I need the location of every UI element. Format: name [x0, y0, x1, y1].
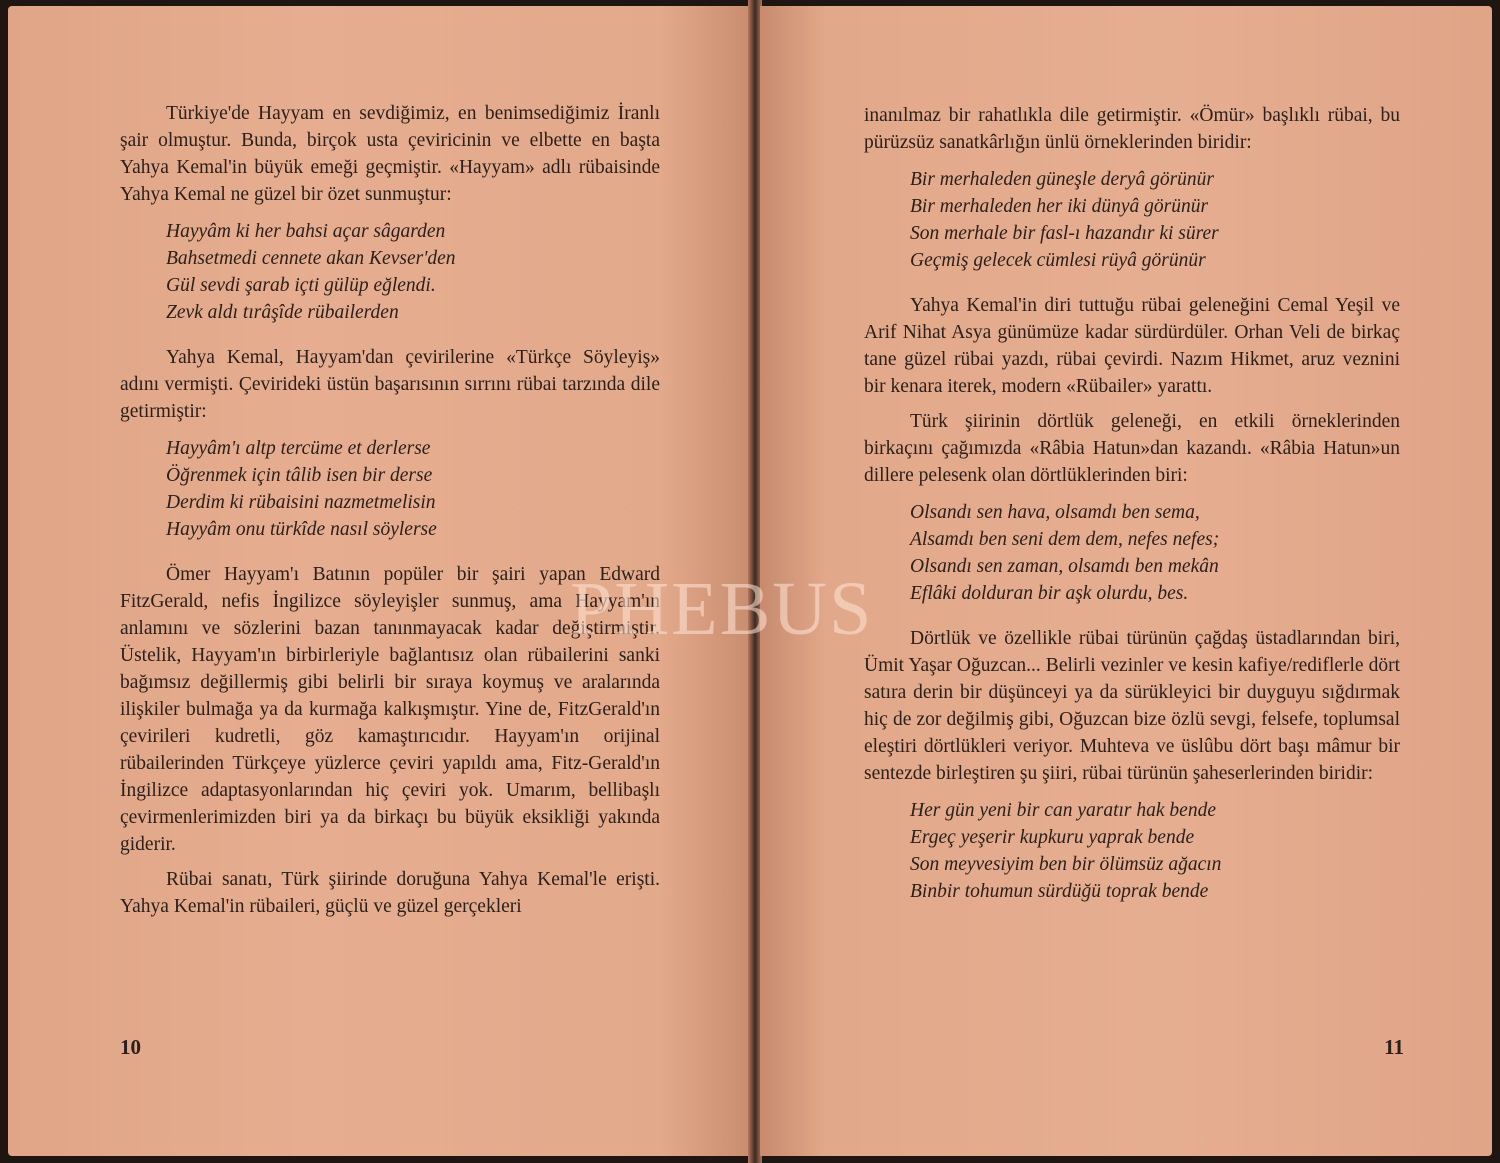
verse-line: Hayyâm'ı altp tercüme et derlerse — [166, 438, 431, 459]
verse-line: Geçmiş gelecek cümlesi rüyâ görünür — [910, 250, 1206, 271]
right-page-text — [864, 102, 1400, 923]
verse-line: Son meyvesiyim ben bir ölümsüz ağacın — [910, 854, 1222, 875]
right-page — [760, 6, 1492, 1156]
verse-line: Son merhale bir fasl-ı hazandır ki sürer — [910, 223, 1219, 244]
left-paragraph-3: Ömer Hayyam'ı Batının popüler bir şairi yapan Edward FitzGerald, nefis İngilizce söyleyişler sunmuş, ama Hayyam'ın anlamını ve sözlerini bazan tanınmayacak kadar değiştirmiştir. Üstelik, Hayyam'ın birbirleriyle bağlantısız olan rübailerini sanki bağımsız değillermiş gibi belirli bir sıraya koymuş ve aralarında ilişkiler bulmağa ya da kurmağa kalkışmıştır. Yine de, FitzGerald'ın çevirileri kudretli, göz kamaştırıcıdır. Hayyam'ın orijinal rübailerinden Türkçeye yüzlerce çeviri yapıldı ama, Fitz-Gerald'ın İngilizce adaptasyonlarından hiç çeviri yok. Umarım, bellibaşlı çevirmenlerimizden biri ya da birkaçı bu büyük eksikliği yakında giderir. — [120, 564, 660, 855]
verse-line: Olsandı sen zaman, olsamdı ben mekân — [910, 556, 1219, 577]
left-paragraph-4: Rübai sanatı, Türk şiirinde doruğuna Yahya Kemal'le erişti. Yahya Kemal'in rübaileri, güçlü ve güzel gerçekleri — [120, 869, 660, 917]
watermark-text: PHEBUS — [570, 567, 874, 651]
right-verse-2 — [910, 499, 1400, 607]
left-paragraph-2: Yahya Kemal, Hayyam'dan çevirilerine «Türkçe Söyleyiş» adını vermişti. Çevirideki üstün başarısının sırrını rübai tarzında dile getirmiştir: — [120, 347, 660, 422]
verse-line: Hayyâm onu türkîde nasıl söylerse — [166, 519, 437, 540]
right-paragraph-3: Türk şiirinin dörtlük geleneği, en etkili örneklerinden birkaçını çağımızda «Râbia Hatun»dan kazandı. «Râbia Hatun»un dillere pelesenk olan dörtlüklerinden biri: — [864, 411, 1400, 486]
right-paragraph-1: inanılmaz bir rahatlıkla dile getirmiştir. «Ömür» başlıklı rübai, bu pürüzsüz sanatkârlığın ünlü örneklerinden biridir: — [864, 105, 1400, 153]
verse-line: Gül sevdi şarab içti gülüp eğlendi. — [166, 275, 436, 296]
left-verse-1 — [166, 218, 660, 326]
verse-line: Eflâki dolduran bir aşk olurdu, bes. — [910, 583, 1189, 604]
left-paragraph-1: Türkiye'de Hayyam en sevdiğimiz, en benimsediğimiz İranlı şair olmuştur. Bunda, birçok usta çeviricinin ve elbette en başta Yahya Kemal'in büyük emeği geçmiştir. «Hayyam» adlı rübaisinde Yahya Kemal ne güzel bir özet sunmuştur: — [120, 103, 660, 205]
verse-line: Bir merhaleden her iki dünyâ görünür — [910, 196, 1209, 217]
page-number-left: 10 — [120, 1035, 141, 1059]
left-verse-2 — [166, 435, 660, 543]
verse-line: Öğrenmek için tâlib isen bir derse — [166, 465, 433, 486]
verse-line: Bir merhaleden güneşle deryâ görünür — [910, 169, 1215, 190]
verse-line: Alsamdı ben seni dem dem, nefes nefes; — [910, 529, 1220, 550]
right-verse-3 — [910, 797, 1400, 905]
verse-line: Zevk aldı tırâşîde rübailerden — [166, 302, 399, 323]
verse-line: Olsandı sen hava, olsamdı ben sema, — [910, 502, 1200, 523]
left-page-text — [120, 100, 660, 928]
page-number-right: 11 — [1384, 1035, 1404, 1059]
right-paragraph-4: Dörtlük ve özellikle rübai türünün çağdaş üstadlarından biri, Ümit Yaşar Oğuzcan... Belirli vezinler ve kesin kafiye/rediflerle dört satıra derin bir düşünceyi ya da sürükleyici bir duyguyu sığdırmak hiç de zor değilmiş gibi, Oğuzcan bize özlü sevgi, felsefe, toplumsal eleştiri dörtlükleri veriyor. Muhteva ve üslûbu dört başı mâmur bir sentezde birleştiren şu şiiri, rübai türünün şaheserlerinden biridir: — [864, 628, 1400, 784]
right-paragraph-2: Yahya Kemal'in diri tuttuğu rübai geleneğini Cemal Yeşil ve Arif Nihat Asya günümüze kadar sürdürdüler. Orhan Veli de birkaç tane güzel rübai yazdı, rübai çevirdi. Nazım Hikmet, aruz veznini bir kenara iterek, modern «Rübailer» yarattı. — [864, 295, 1400, 397]
verse-line: Her gün yeni bir can yaratır hak bende — [910, 800, 1216, 821]
verse-line: Hayyâm ki her bahsi açar sâgarden — [166, 221, 446, 242]
right-verse-1 — [910, 166, 1400, 274]
verse-line: Binbir tohumun sürdüğü toprak bende — [910, 881, 1209, 902]
verse-line: Bahsetmedi cennete akan Kevser'den — [166, 248, 456, 269]
left-page — [8, 6, 750, 1156]
verse-line: Ergeç yeşerir kupkuru yaprak bende — [910, 827, 1195, 848]
verse-line: Derdim ki rübaisini nazmetmelisin — [166, 492, 436, 513]
